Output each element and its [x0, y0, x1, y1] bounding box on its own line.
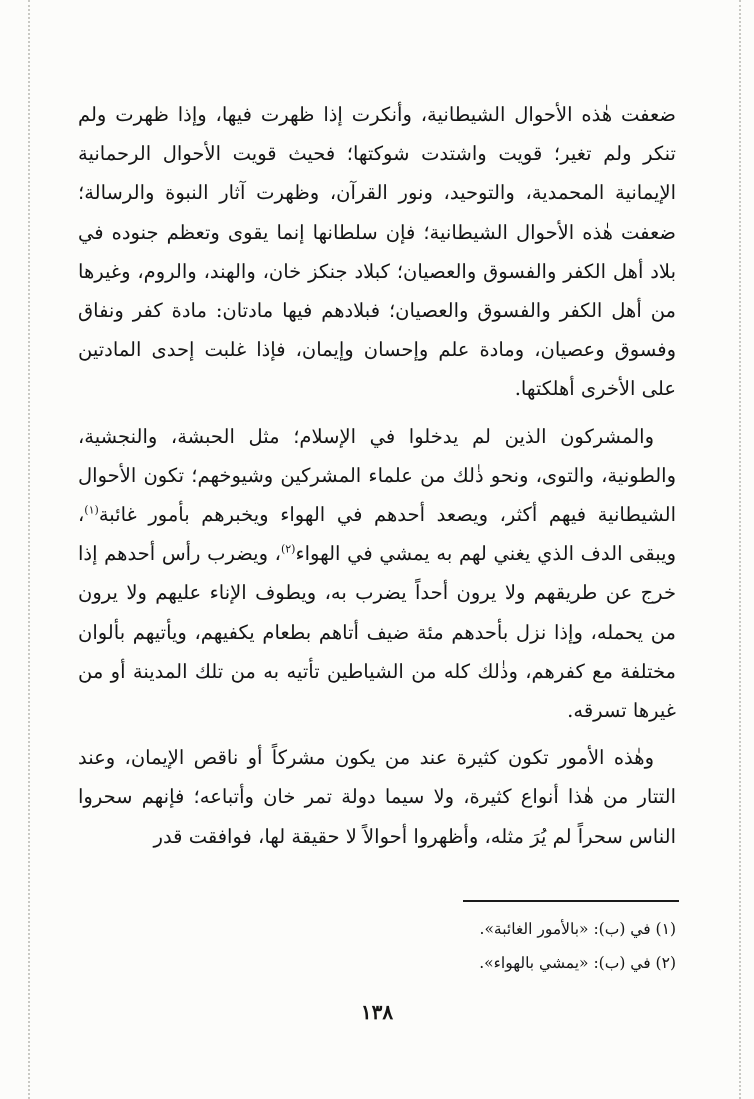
footnote-marker-1[interactable]: (١) [84, 503, 99, 517]
paragraph-1: ضعفت هٰذه الأحوال الشيطانية، وأنكرت إذا ظهرت فيها، وإذا ظهرت ولم تنكر ولم تغير؛ قويت واشتدت شوكتها؛ فحيث قويت الأحوال الرحمانية الإيمانية المحمدية، والتوحيد، ونور القرآن، وظهرت آثار النبوة والرسالة؛ ضعفت هٰذه الأحوال الشيطانية؛ فإن سلطانها إنما يقوى وتعظم جنوده في بلاد أهل الكفر والفسوق والعصيان؛ كبلاد جنكز خان، والهند، والروم، وغيرها من أهل الكفر والفسوق والعصيان؛ فبلادهم فيها مادتان: مادة كفر ونفاق وفسوق وعصيان، ومادة علم وإحسان وإيمان، فإذا غلبت إحدى المادتين على الأخرى أهلكتها. [78, 103, 676, 401]
paragraph-2-part-2: ، ويبقى الدف الذي يغني لهم به يمشي في الهواء [78, 503, 676, 566]
footnote-1: (١) في (ب): «بالأمور الغائبة». [479, 920, 676, 938]
paragraph-3: وهٰذه الأمور تكون كثيرة عند من يكون مشركاً أو ناقص الإيمان، وعند التتار من هٰذا أنواع كثيرة، ولا سيما دولة تمر خان وأتباعه؛ فإنهم سحروا الناس سحراً لم يُرَ مثله، وأظهروا أحوالاً لا حقيقة لها، فوافقت قدر [78, 746, 676, 848]
right-margin-dotted-line [739, 0, 741, 1099]
footnotes [300, 912, 676, 980]
paragraph-2-part-1: والمشركون الذين لم يدخلوا في الإسلام؛ مثل الحبشة، والنجشية، والطونية، والتوى، ونحو ذٰلك من علماء المشركين وشيوخهم؛ تكون الأحوال الشيطانية فيهم أكثر، ويصعد أحدهم في الهواء ويخبرهم بأمور غائبة [78, 424, 676, 527]
footnote-separator [463, 900, 679, 902]
left-margin-dotted-line [28, 0, 30, 1099]
main-text [78, 95, 676, 856]
paragraph-2-part-3: ، ويضرب رأس أحدهم إذا خرج عن طريقهم ولا يرون أحداً يضرب به، ويطوف الإناء عليهم ولا يرون من يحمله، وإذا نزل بأحدهم مئة ضيف أتاهم بطعام يكفيهم، ويأتيهم بألوان مختلفة مع كفرهم، وذٰلك كله من الشياطين تأتيه به من تلك المدينة أو من غيرها تسرقه. [78, 542, 676, 723]
paragraph-2 [78, 417, 676, 731]
footnote-2: (٢) في (ب): «يمشي بالهواء». [479, 954, 676, 972]
footnote-marker-2[interactable]: (٢) [280, 542, 296, 556]
page-number: ١٣٨ [360, 1000, 394, 1024]
